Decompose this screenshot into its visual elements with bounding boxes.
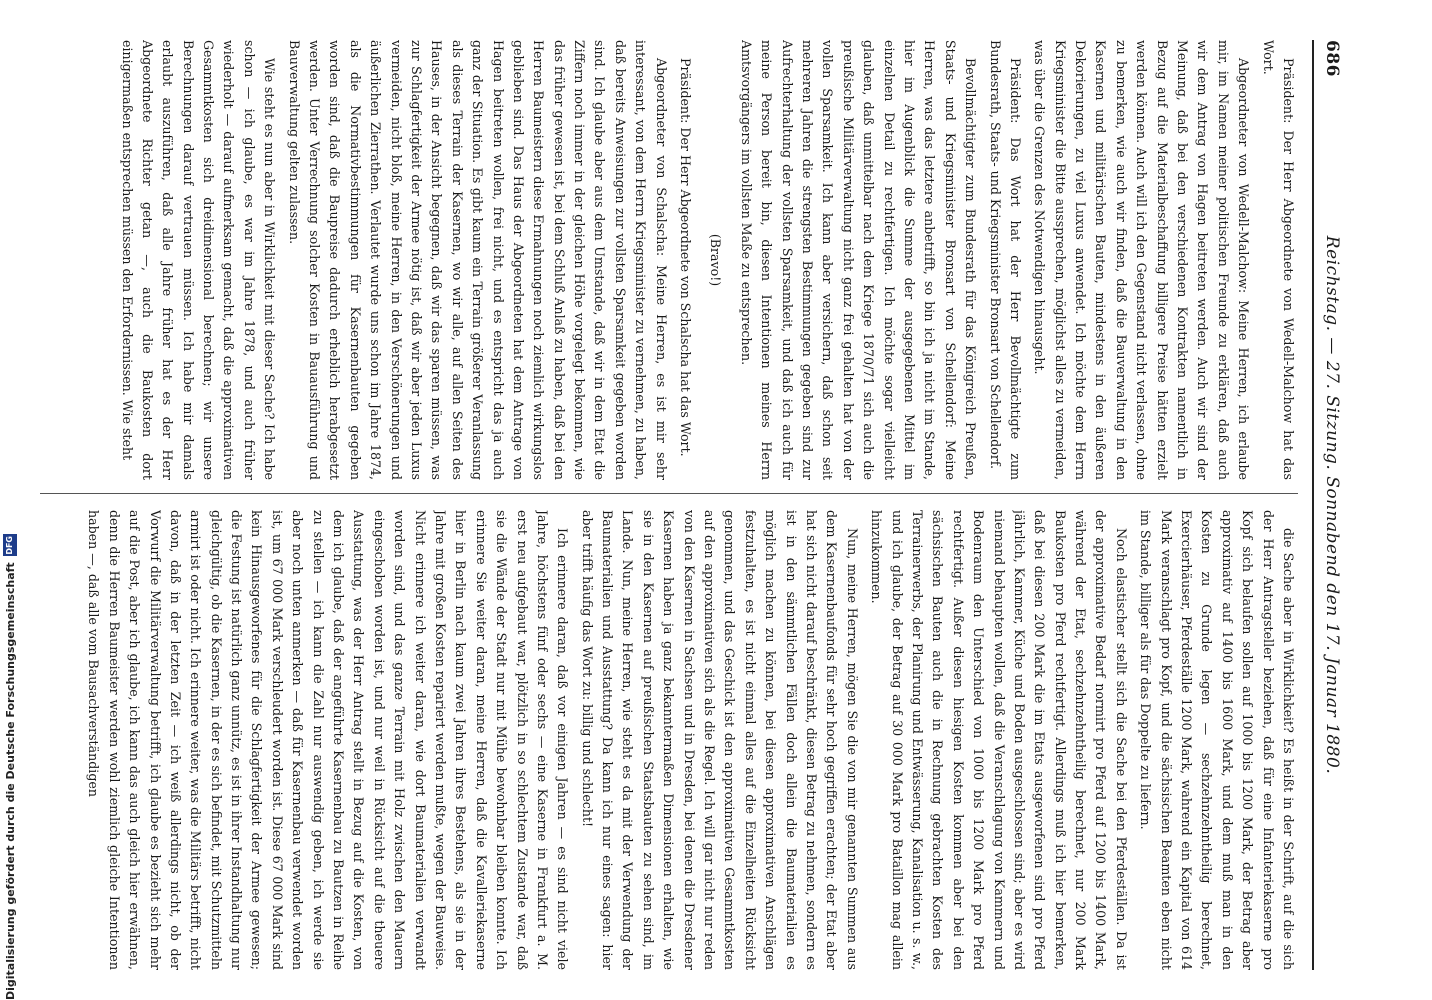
credit-text: Digitalisierung gefördert durch die Deutsche Forschungsgemeinschaft: [3, 562, 17, 1000]
running-title: Reichstag. — 27. Sitzung. Sonnabend den 17. Januar 1880.: [1322, 235, 1342, 775]
paragraph: Abgeordneter von Schalscha: Meine Herren, es ist mir sehr interessant, von dem Herrn Kriegsminister zu vernehmen, zu haben, daß bereits Anweisungen zur vollsten Sparsamkeit gegeben worden sind. Ich glaube aber aus dem Umstande, daß wir in dem Etat die Ziffern noch immer in der gleichen Höhe vorgelegt bekommen, wie das früher gewesen ist, bei dem Schluß Anlaß zu haben, daß bei den Herren Baumeistern diese Ermahnungen noch ziemlich wirkungslos geblieben sind. Das Haus der Abgeordneten hat dem Antrage von Hagen beitreten wollen, frei nicht, und es entspricht das ja auch ganz der Situation. Es gibt kaum ein Terrain größerer Veranlassung als dieses Terrain der Kasernen, wo wir alle, auf allen Seiten des Hauses, in der Ansicht begegnen, daß wir das sparen müssen, was zur Schlagfertigkeit der Armee nötig ist, daß wir aber jeden Luxus vermeiden, nicht bloß, meine Herren, in den Verschönerungen und äußerlichen Zierrathen. Verlautet wurde uns schon im Jahre 1874, als die Normativbestimmungen für Kasernenbauten gegeben worden sind, daß die Baupreise dadurch erheblich herabgesetzt werden. Unter Verrechnung solcher Kosten in Bauausführung und Bauverwaltung gelten zulassen.: [286, 40, 669, 480]
paragraph: Wie steht es nun aber in Wirklichkeit mit dieser Sache? Ich habe schon — ich glaube, es war im Jahre 1878, und auch früher wiederholt — darauf aufmerksam gemacht, daß die approximativen Gesammtkosten sich dreidimensional berechnen; wir unsere Berechnungen darauf vertrauen müssen. Ich habe mir damals erlaubt auszuführen, daß alle Jahre früher hat es der Herr Abgeordnete Richter getan —, auch die Baukosten dort einigermaßen entsprechen müssen den Erfordernissen. Wie steht: [119, 40, 278, 480]
dfg-logo-icon: DFG: [3, 534, 17, 556]
paragraph: die Sache aber in Wirklichkeit? Es heißt in der Schrift, auf die sich der Herr Antragsteller beziehen, daß für eine Infanteriekaserne pro Kopf sich belaufen sollen auf 1000 bis 1200 Mark, der Betrag aber approximativ auf 1400 bis 1600 Mark, und dem muß man in den Kosten zu Grunde legen — sechzehnzehntheilig berechnet, Exercierhäuser, Pferdeställe 1200 Mark, wahrend ein Kapital von 614 Mark veranschlagt pro Kopf, und die sächsischen Beamten eben nicht im Stande, billiger als für das Doppelte zu liefern.: [1138, 510, 1296, 970]
paragraph: Noch elastischer stellt sich die Sache bei den Pferdeställen. Da ist der approximative Bedarf normirt pro Pferd auf 1200 bis 1400 Mark, während der Etat, sechzehnzehntheilig berechnet, nur 200 Mark Baukosten pro Pferd rechtfertigt. Allerdings muß ich hier bemerken, daß bei diesen 200 Mark die im Etats ausgeworfenen sind pro Pferd jährlich, Kammer, Küche und Boden ausgeschlossen sind; aber es wird niemand behaupten wollen, daß die Veranschlagung von Kammern und Bodenraum den Unterschied von 1000 bis 1200 Mark pro Pferd rechtfertigt. Außer diesen hiesigen Kosten kommen aber bei den sächsischen Bauten auch die in Rechnung gebrachten Kosten des Terrainerwerbs, der Planirung und Entwässerung, Kanalisation u. s. w., und ich glaube, der Betrag auf 30 000 Mark pro Bataillon mag allein hinzukommen.: [869, 510, 1129, 970]
paragraph: Ich erinnere daran, daß vor einigen Jahren — es sind nicht viele Jahre, höchstens fünf oder sechs — eine Kaserne in Frankfurt a. M. erst neu aufgebaut war, plötzlich in so schlechtem Zustande war, daß sie die Wände der Stadt nur mit Mühe bewohnbar bleiben konnte. Ich erinnere Sie weiter daran, meine Herren, daß die Kavalleriekaserne hier in Berlin nach kaum zwei Jahren ihres Bestehens, als sie in der Jahre mit großen Kosten repariert werden mußte, wegen der Bauweise. Nicht erinnere ich weiter daran, wie dort Baumaterialien verwandt worden sind, und das ganze Terrain mit Holz zwischen den Mauern eingeschoben worden ist, und nur weil in Rücksicht auf die theuere Ausstattung, was der Herr Antrag stellt in Bezug auf die Kosten, von dem ich glaube, daß der angeführte Kasernenbau zu Bautzen in Reihe zu stellen — ich kann die Zahl nur auswendig geben, ich werde sie aber noch unten anmerken — daß für Kasernenbau verwendet worden ist, um 67 000 Mark verschleudert worden ist. Diese 67 000 Mark sind kein Hinausgeworfenes für die Schlagfertigkeit der Armee gewesen; die Festung ist natürlich ganz unnütz, es ist in ihrer Instandhaltung nur gleichgültig, ob die Kasernen, in der es sich befindet, mit Schutzmitteln armirt ist oder nicht. Ich erinnere weiter, was die Militärs betrifft, nicht davon, daß in der letzten Zeit — ich weiß allerdings nicht, ob der Vorwurf die Militärverwaltung betrifft, ich glaube es bezieht sich mehr auf die Post, aber ich glaube, ich kann das auch gleich hier erwähnen, denn die Herren Baumeister werden wohl ziemlich gleiche Intentionen haben —, daß alle vom Bausachverständigen: [86, 510, 571, 970]
paragraph: Nun, meine Herren, mögen Sie die von mir genannten Summen aus dem Kasernenbaufonds für sehr hoch gegriffen erachten; der Etat aber hat sich nicht darauf beschränkt, diesen Betrag zu nehmen, sondern es ist in den sämmtlichen Fällen doch allein die Baumaterialien es möglich machen zu können, bei diesen approximativen Anschlägen festzuhalten, es ist nicht einmal alles auf die Einzelheiten Rücksicht genommen, und das Geschick ist den approximativen Gesammtkosten auf den approximativen sich als die Regel. Ich will gar nicht nur reden von den Kasernen in Sachsen und in Dresden, bei denen die Dresdener Kasernen haben ja ganz bekanntermaßen Dimensionen erhalten, wie sie in den Kasernen auf preußischen Staatsbauten zu sehen sind, im Lande. Nun, meine Herren, wie steht es da mit der Verwendung der Baumaterialien und Ausstattung? Da kann ich nur eines sagen: hier aber trifft häufig das Wort zu: billig und schlecht!: [579, 510, 860, 970]
paragraph: Abgeordneter von Wedell-Malchow: Meine Herren, ich erlaube mir, im Namen meiner politischen Freunde zu erklären, daß auch wir dem Antrag von Hagen beitreten werden. Auch wir sind der Meinung, daß bei den verschiedenen Kontrakten namentlich in Bezug auf die Materialbeschaffung billigere Preise hätten erzielt werden können. Auch will ich den Gegenstand nicht verlassen, ohne zu bemerken, wie auch wir finden, daß die Bauverwaltung in den Kasernen und militärischen Bauten, mindestens in den äußeren Dekorierungen, zu viel Luxus anwendet. Ich möchte dem Herrn Kriegsminister die Bitte aussprechen, möglichst alles zu vermeiden, was über die Grenzen des Notwendigen hinausgeht.: [1032, 40, 1252, 480]
right-column: [40, 510, 1298, 970]
paragraph: Präsident: Das Wort hat der Herr Bevollmächtigte zum Bundesrath, Staats- und Kriegsminister Bronsart von Schellendorf.: [987, 40, 1023, 480]
digitization-credit: [0, 0, 28, 1000]
paragraph: Bevollmächtigter zum Bundesrath für das Königreich Preußen, Staats- und Kriegsminister Bronsart von Schellendorf: Meine Herren, was das letztere anbetrifft, so bin ich ja nicht im Stande, hier im Augenblick die Summe der ausgegebenen Mittel im einzelnen Detail zu rechtfertigen. Ich möchte sogar vielleicht glauben, daß unmittelbar nach dem Kriege 1870/71 sich auch die preußische Militärverwaltung nicht ganz frei gehalten hat von der vollen Sparsamkeit. Ich kann aber versichern, daß schon seit mehreren Jahren die strengsten Bestimmungen gegeben sind zur Aufrechterhaltung der vollsten Sparsamkeit, und daß ich auch für meine Person bereit bin, diesen Intentionen meines Herrn Amtsvorgängers im vollsten Maße zu entsprechen.: [738, 40, 979, 480]
paragraph: Präsident: Der Herr Abgeordnete von Schalscha hat das Wort.: [678, 58, 694, 457]
column-divider: [40, 493, 1298, 494]
page-header: [1312, 40, 1354, 970]
page-number: 686: [1322, 40, 1342, 77]
left-column: [40, 40, 1298, 480]
applause-note: (Bravo!): [708, 233, 724, 287]
paragraph: Präsident: Der Herr Abgeordnete von Wedell-Malchow hat das Wort.: [1260, 40, 1296, 480]
